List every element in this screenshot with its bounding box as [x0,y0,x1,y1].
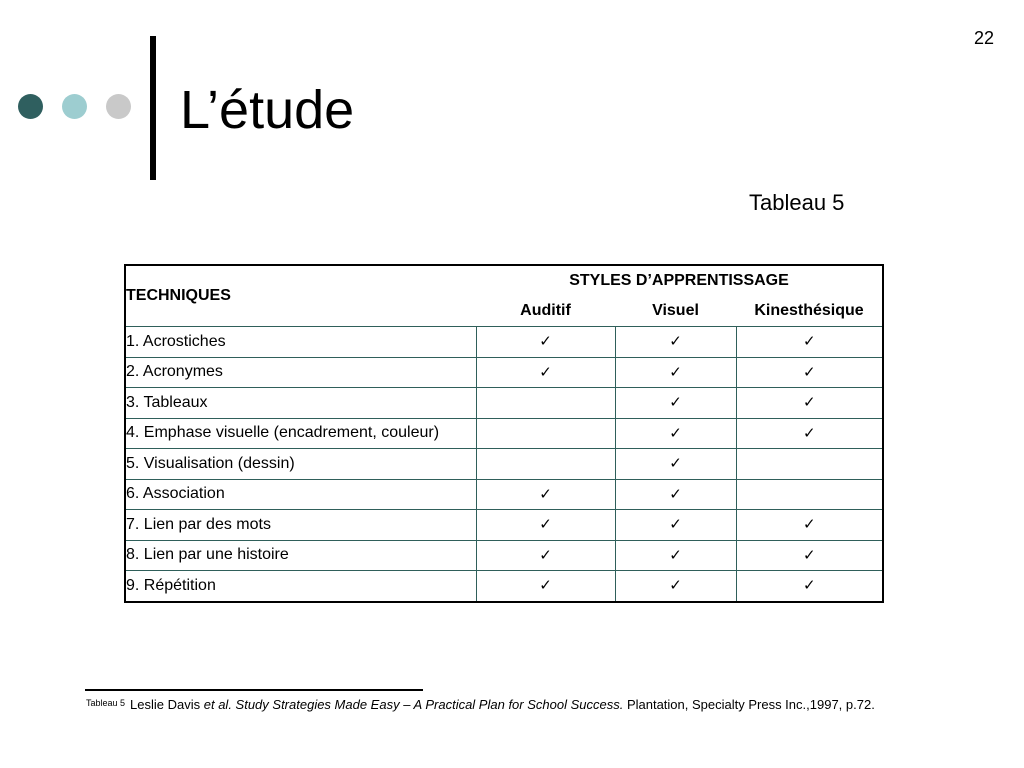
check-cell [615,418,736,449]
check-cell [476,418,615,449]
technique-label: 9. Répétition [125,571,476,602]
check-icon: ✓ [539,484,552,503]
footnote [86,696,916,714]
check-cell [736,571,883,602]
techniques-header: TECHNIQUES [125,265,476,327]
slide-title: L’étude [180,80,355,140]
check-icon: ✓ [669,545,682,564]
table-header-row [125,265,883,296]
technique-label: 4. Emphase visuelle (encadrement, couleur) [125,418,476,449]
table-row [125,540,883,571]
table-row [125,418,883,449]
footnote-divider [85,689,423,691]
check-icon: ✓ [539,515,552,534]
check-icon: ✓ [802,545,816,564]
check-cell [476,571,615,602]
check-icon: ✓ [669,393,682,412]
check-cell [615,540,736,571]
footnote-etal: et al. [203,697,232,712]
check-icon: ✓ [539,362,552,381]
check-cell [615,479,736,510]
check-cell [736,479,883,510]
check-cell [736,449,883,480]
check-cell [476,357,615,388]
table-row [125,388,883,419]
check-cell [736,510,883,541]
check-icon: ✓ [669,362,682,381]
check-icon: ✓ [802,576,816,595]
check-icon: ✓ [802,393,816,412]
check-icon: ✓ [802,362,816,381]
table-row [125,357,883,388]
column-header-visuel: Visuel [615,296,736,327]
check-cell [736,540,883,571]
technique-label: 7. Lien par des mots [125,510,476,541]
table-row [125,571,883,602]
check-icon: ✓ [802,332,816,351]
column-header-auditif: Auditif [476,296,615,327]
check-cell [736,327,883,358]
table-row [125,327,883,358]
title-divider [150,36,156,180]
check-icon: ✓ [539,332,552,351]
check-icon: ✓ [669,423,682,442]
dot-grey [106,94,131,119]
technique-label: 8. Lien par une histoire [125,540,476,571]
check-cell [615,449,736,480]
check-cell [615,571,736,602]
table-row [125,449,883,480]
check-icon: ✓ [669,515,682,534]
check-cell [615,510,736,541]
table-body [125,327,883,602]
check-icon: ✓ [669,576,682,595]
check-icon: ✓ [539,576,552,595]
technique-label: 1. Acrostiches [125,327,476,358]
check-cell [476,327,615,358]
check-cell [476,449,615,480]
check-cell [476,388,615,419]
footnote-author: Leslie Davis [130,697,204,712]
footnote-publisher: Plantation, Specialty Press Inc.,1997, p.72. [623,697,875,712]
learning-styles-table [124,264,884,603]
check-cell [736,388,883,419]
check-icon: ✓ [802,515,816,534]
check-icon: ✓ [669,484,682,503]
page-number: 22 [973,28,994,48]
check-cell [615,388,736,419]
check-icon: ✓ [802,423,816,442]
technique-label: 3. Tableaux [125,388,476,419]
check-cell [476,479,615,510]
technique-label: 5. Visualisation (dessin) [125,449,476,480]
footnote-marker: Tableau 5 [86,698,126,708]
table-row [125,510,883,541]
table-caption: Tableau 5 [749,190,845,215]
table-row [125,479,883,510]
check-cell [615,357,736,388]
technique-label: 2. Acronymes [125,357,476,388]
decorative-dots [18,94,131,119]
check-icon: ✓ [669,454,682,473]
check-cell [736,418,883,449]
styles-header: STYLES D’APPRENTISSAGE [569,272,789,289]
check-cell [476,510,615,541]
dot-dark [18,94,43,119]
footnote-text [130,696,875,714]
check-icon: ✓ [539,545,552,564]
check-cell [615,327,736,358]
check-icon: ✓ [669,332,682,351]
footnote-work-title: Study Strategies Made Easy – A Practical Plan for School Success. [231,697,624,712]
dot-light [62,94,87,119]
check-cell [476,540,615,571]
technique-label: 6. Association [125,479,476,510]
check-cell [736,357,883,388]
column-header-kinesthesique: Kinesthésique [736,296,883,327]
